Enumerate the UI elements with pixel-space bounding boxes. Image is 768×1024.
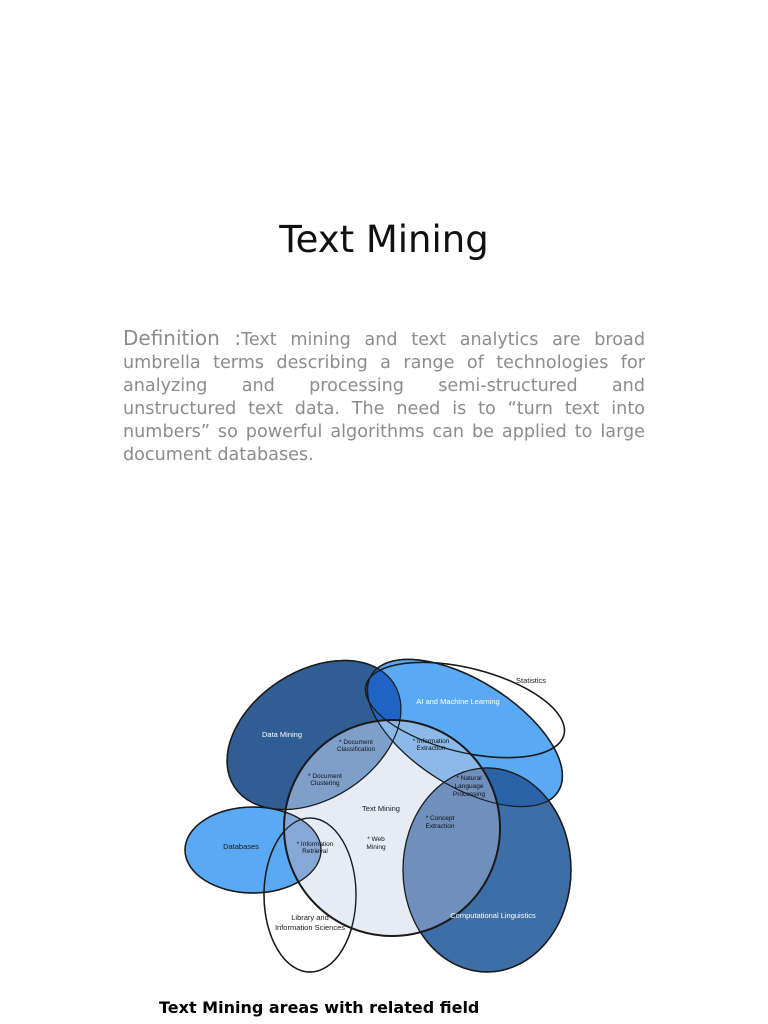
area-nlp-3: Processing	[452, 791, 486, 798]
area-web-mining-1: * Web	[367, 836, 385, 843]
area-nlp-2: Language	[454, 783, 484, 790]
area-doc-classification-1: * Document	[339, 739, 373, 746]
text-mining-circle	[284, 720, 500, 936]
text-mining-venn-diagram	[180, 650, 580, 980]
area-doc-clustering-2: Clustering	[310, 780, 340, 787]
diagram-caption: Text Mining areas with related field	[159, 998, 480, 1017]
area-info-extraction-2: Extraction	[416, 745, 446, 752]
area-concept-extraction-2: Extraction	[425, 823, 455, 830]
slide-title: Text Mining	[279, 218, 489, 261]
label-comp-ling: Computational Linguistics	[450, 911, 536, 920]
area-web-mining-2: Mining	[366, 844, 386, 851]
definition-paragraph	[123, 327, 645, 467]
area-info-retrieval-2: Retrieval	[302, 848, 328, 855]
area-nlp-1: * Natural	[456, 775, 482, 782]
area-info-retrieval-1: * Information	[296, 841, 334, 848]
area-concept-extraction-1: * Concept	[425, 815, 455, 822]
label-statistics: Statistics	[515, 676, 547, 685]
area-doc-classification-2: Classification	[336, 746, 376, 753]
label-data-mining: Data Mining	[261, 730, 303, 739]
definition-label: Definition :	[123, 326, 242, 350]
venn-svg	[180, 650, 580, 980]
area-info-extraction-1: * Information	[412, 738, 450, 745]
area-doc-clustering-1: * Document	[308, 773, 342, 780]
label-ai-ml: AI and Machine Learning	[416, 697, 500, 706]
label-library-line1: Library and	[291, 913, 329, 922]
label-library-line2: Information Sciences	[274, 923, 346, 932]
definition-text: Text mining and text analytics are broad umbrella terms describing a range of technologies for analyzing and processing semi-structured and unstructured text data. The need is to “turn text into numbers” so powerful algorithms can be applied to large document databases.	[123, 330, 645, 465]
label-databases: Databases	[223, 842, 259, 851]
label-text-mining: Text Mining	[362, 804, 400, 813]
